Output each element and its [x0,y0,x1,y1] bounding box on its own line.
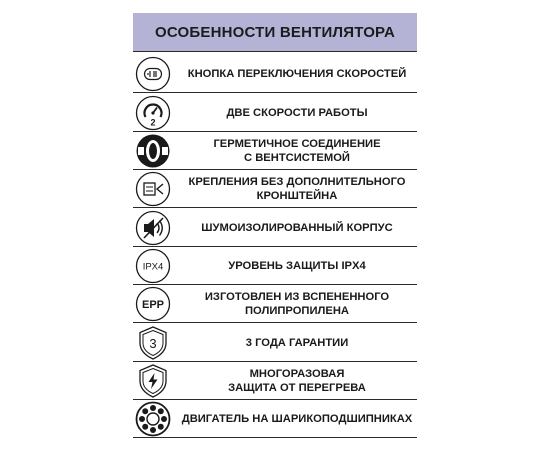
features-title: ОСОБЕННОСТИ ВЕНТИЛЯТОРА [155,23,395,41]
divider [133,437,417,438]
feature-row [133,210,417,246]
feature-label: 3 ГОДА ГАРАНТИИ [245,337,349,349]
svg-text:IPX4: IPX4 [142,261,164,273]
divider [133,92,417,93]
features-header [133,13,417,51]
feature-row [133,401,417,437]
noise-insulation-icon [135,210,171,246]
divider [133,207,417,208]
epp-icon [135,286,171,322]
ball-bearing-icon [135,401,171,437]
two-speeds-icon [135,95,171,131]
divider [133,361,417,362]
feature-row [133,95,417,131]
feature-row [133,248,417,284]
feature-label: ИЗГОТОВЛЕН ИЗ ВСПЕНЕННОГО ПОЛИПРОПИЛЕНА [204,291,390,317]
divider [133,246,417,247]
mounting-icon [135,171,171,207]
feature-row [133,286,417,322]
feature-label: КРЕПЛЕНИЯ БЕЗ ДОПОЛНИТЕЛЬНОГО КРОНШТЕЙНА [188,176,406,202]
divider [133,169,417,170]
feature-row [133,325,417,361]
feature-label: ГЕРМЕТИЧНОЕ СОЕДИНЕНИЕ С ВЕНТСИСТЕМОЙ [213,138,381,164]
divider [133,322,417,323]
feature-row [133,363,417,399]
sealed-connection-icon [135,133,171,169]
feature-row [133,56,417,92]
divider [133,51,417,52]
divider [133,399,417,400]
feature-label: МНОГОРАЗОВАЯ ЗАЩИТА ОТ ПЕРЕГРЕВА [228,368,366,394]
feature-label: ДВЕ СКОРОСТИ РАБОТЫ [226,107,368,119]
divider [133,131,417,132]
feature-row [133,133,417,169]
ipx4-icon [135,248,171,284]
svg-text:EPP: EPP [141,299,165,311]
feature-label: КНОПКА ПЕРЕКЛЮЧЕНИЯ СКОРОСТЕЙ [187,68,407,80]
warranty-shield-icon [135,325,171,361]
overheat-protection-icon [135,363,171,399]
feature-label: ШУМОИЗОЛИРОВАННЫЙ КОРПУС [201,222,393,234]
svg-text:2: 2 [150,117,156,128]
feature-label: УРОВЕНЬ ЗАЩИТЫ IPX4 [228,260,366,272]
speed-switch-icon [135,56,171,92]
feature-row [133,171,417,207]
feature-label: ДВИГАТЕЛЬ НА ШАРИКОПОДШИПНИКАХ [181,413,413,425]
divider [133,284,417,285]
svg-text:3: 3 [149,336,157,351]
